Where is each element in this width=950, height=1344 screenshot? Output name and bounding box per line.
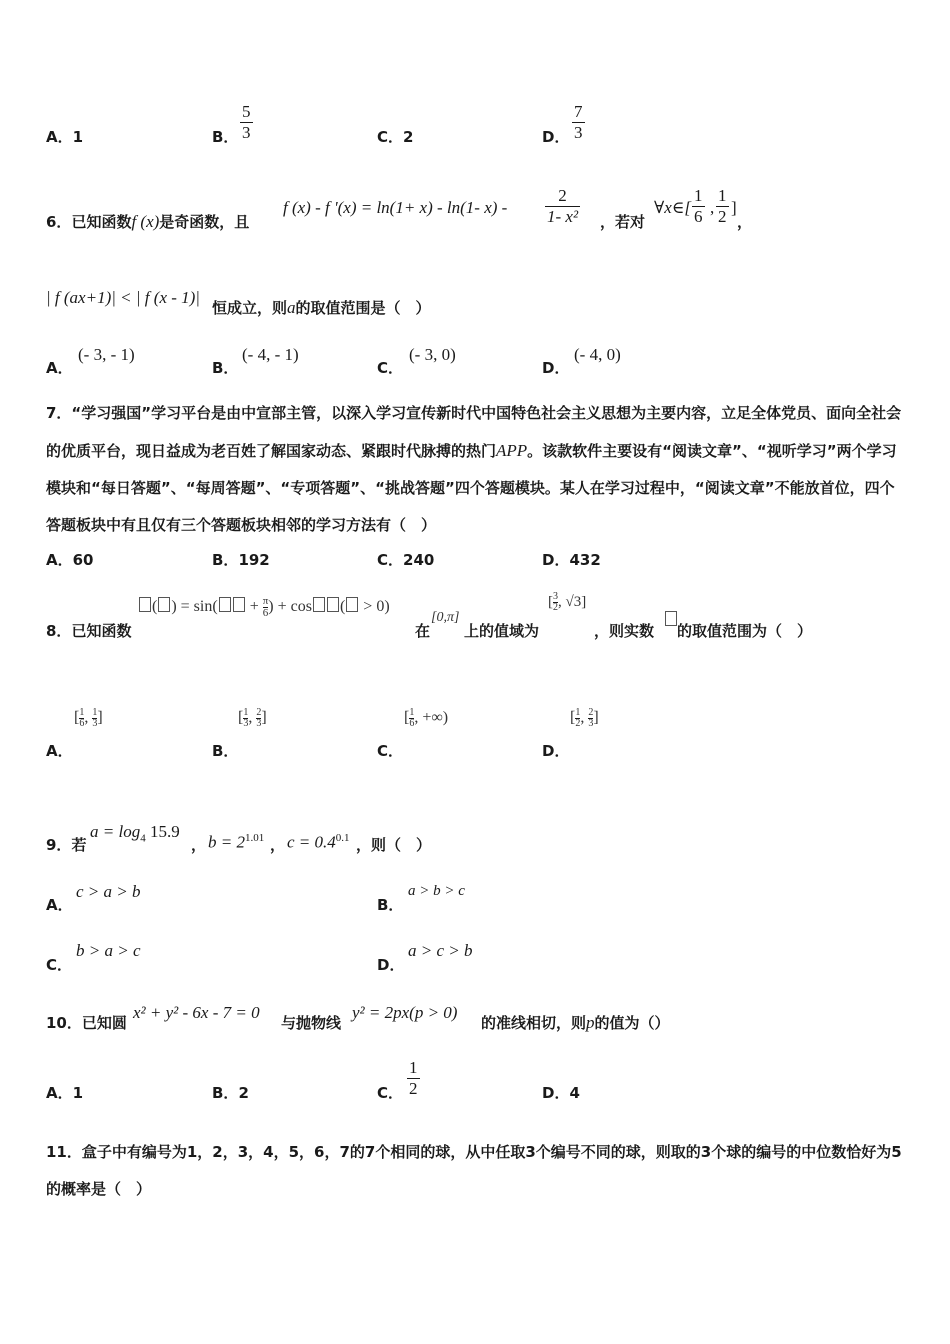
q5-option-d-fraction: 7 3 (574, 102, 583, 142)
q8-option-a-label: A． (46, 742, 73, 760)
q11-stem: 11．盒子中有编号为1，2，3，4，5，6，7的7个相同的球，从中任取3个编号不同的球，则取的3个球的编号的中位数恰好为5的概率是（ ） (46, 1143, 902, 1198)
q9-c-expr: $c = 0.4^{0.1}$ (287, 832, 350, 852)
q9-a-expr: $a = \log_4 15.9$ (90, 822, 180, 845)
q6-interval-lower: 1 6 (694, 186, 703, 226)
q9-option-a-value: c > a > b (76, 882, 141, 901)
q10-circle-eq: x² + y² - 6x - 7 = 0 (133, 1003, 260, 1022)
q10-stem-part3: 的准线相切，则p的值为（） (481, 1013, 670, 1032)
q9-option-d-value: a > c > b (408, 941, 473, 960)
q8-range-image: [ $\frac{3}{2}$ , √3] (548, 591, 587, 613)
q8-option-d-value: [ $\frac{1}{2}$ , $\frac{2}{3}$ ] (570, 707, 599, 729)
q10-parabola-eq: y² = 2px(p > 0) (352, 1003, 458, 1022)
q6-option-b-label: B． (212, 359, 239, 377)
q7-option-d: D．432 (542, 551, 601, 569)
q6-interval-upper: 1 2 (718, 186, 727, 226)
q10-stem-part2: 与抛物线 (281, 1014, 342, 1032)
q9-option-c-value: b > a > c (76, 941, 141, 960)
q10-option-b: B．2 (212, 1084, 249, 1102)
q8-option-c-label: C． (377, 742, 404, 760)
q8-option-d-label: D． (542, 742, 570, 760)
q9-option-b-label: B． (377, 896, 404, 914)
q5-option-a: A．1 (46, 128, 84, 146)
q10-option-c-fraction: 1 2 (409, 1058, 418, 1098)
q6-option-d-label: D． (542, 359, 570, 377)
q10-option-d: D．4 (542, 1084, 580, 1102)
q8-stem-part4: 的取值范围为（ ） (677, 622, 813, 640)
q6-option-b-value: (- 4, - 1) (242, 345, 299, 364)
q10-option-c-label: C． (377, 1084, 404, 1102)
q10-option-a: A．1 (46, 1084, 84, 1102)
q8-option-b-label: B． (212, 742, 239, 760)
q8-stem-part3: ，则实数 (594, 622, 655, 640)
q6-comma: ， (737, 213, 753, 231)
q9-stem-part2: ，则（ ） (356, 836, 432, 854)
q9-option-b-value: a > b > c (408, 883, 465, 899)
q6-option-d-value: (- 4, 0) (574, 345, 621, 364)
q8-stem-range: 上的值域为 (464, 622, 540, 640)
q9-option-a-label: A． (46, 896, 73, 914)
q8-stem-in: 在 (415, 622, 431, 640)
q8-stem-part1: 8．已知函数 (46, 622, 132, 640)
q5-option-d-label: D． (542, 128, 570, 146)
q6-stem-part3: 恒成立，则a的取值范围是（ ） (212, 298, 431, 317)
q6-interval-close: ] (731, 198, 737, 217)
q6-equation: f (x) - f '(x) = ln(1+ x) - ln(1- x) - (283, 198, 508, 217)
q6-option-a-label: A． (46, 359, 73, 377)
q9-b-expr: $b = 2^{1.01}$ (208, 832, 265, 852)
q8-option-b-value: [ $\frac{1}{3}$ , $\frac{2}{3}$ ] (238, 707, 267, 729)
q9-option-c-label: C． (46, 956, 73, 974)
q6-equation-fraction: 2 1- x² (547, 186, 579, 226)
q9-stem-part1: 9．若 (46, 836, 87, 854)
q8-option-c-value: [ $\frac{1}{6}$ , +∞) (404, 707, 449, 729)
q6-stem-part2: ，若对 (600, 213, 646, 231)
q8-option-a-value: [ $\frac{1}{6}$ , $\frac{1}{3}$ ] (74, 707, 103, 729)
q5-option-c: C．2 (377, 128, 414, 146)
q6-stem-part1: 6．已知函数f (x)是奇函数，且 (46, 212, 250, 231)
q8-function-image: ( ) = sin( + $\frac{\pi}{6}$ ) + cos ( > 0) (138, 596, 390, 619)
q9-option-d-label: D． (377, 956, 405, 974)
q6-inequality: | f (ax+1)| < | f (x - 1)| (46, 288, 200, 307)
q7-option-c: C．240 (377, 551, 435, 569)
q7-option-a: A．60 (46, 551, 94, 569)
q7-stem: 7．“学习强国”学习平台是由中宣部主管，以深入学习宣传新时代中国特色社会主义思想为主要内容，立足全体党员、面向全社会的优质平台，现日益成为老百姓了解国家动态、紧跟时代脉搏的热门APP。该款软件主要设有“阅读文章”、“视听学习”两个学习模块和“每日答题”、“每周答题”、“专项答题”、“挑战答题”四个答题模块。某人在学习过程中，“阅读文章”不能放首位，四个答题板块中有且仅有三个答题板块相邻的学习方法有（ ） (46, 404, 902, 534)
q5-option-b-label: B． (212, 128, 239, 146)
q10-stem-part1: 10．已知圆 (46, 1014, 127, 1032)
q7-option-b: B．192 (212, 551, 270, 569)
q5-option-b-fraction: 5 3 (242, 102, 251, 142)
q8-omega-placeholder (665, 611, 677, 626)
q6-forall: ∀x∈[ (654, 198, 692, 217)
q6-option-a-value: (- 3, - 1) (78, 345, 135, 364)
q6-option-c-value: (- 3, 0) (409, 345, 456, 364)
q6-option-c-label: C． (377, 359, 404, 377)
q8-interval: [0,π] (431, 610, 460, 625)
